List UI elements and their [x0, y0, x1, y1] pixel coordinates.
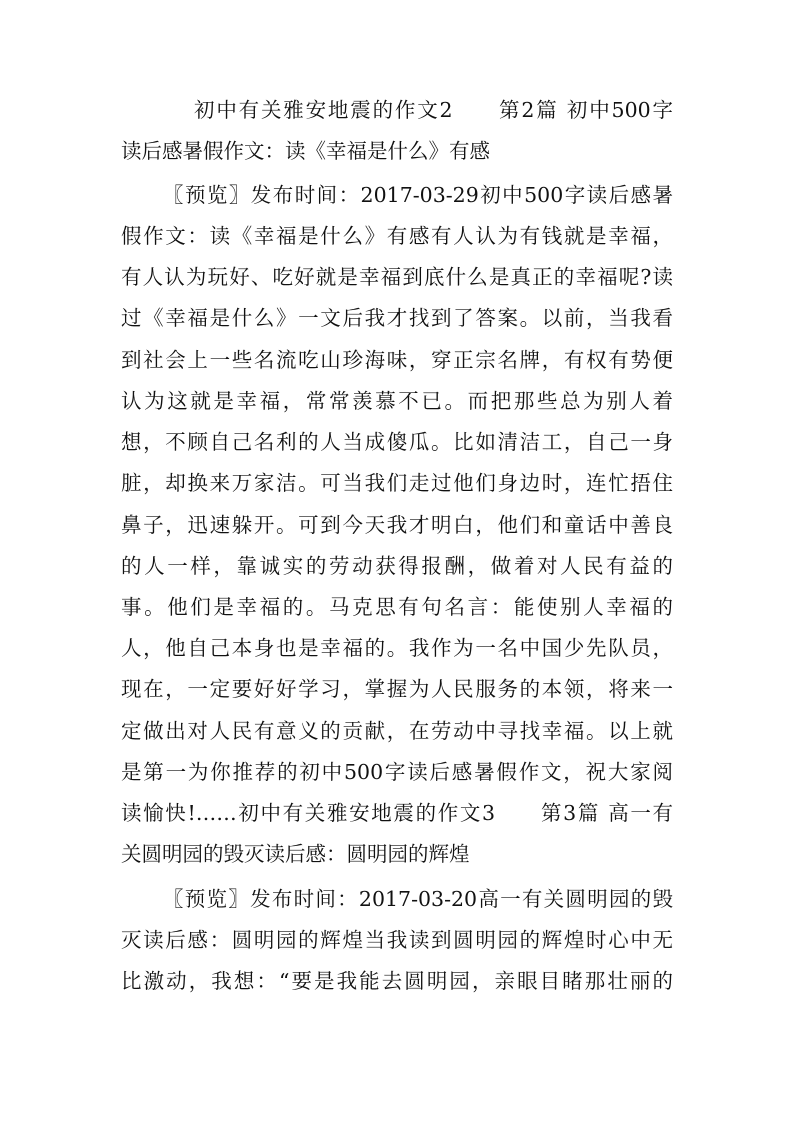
paragraph-line: 〖预览〗发布时间：2017-03-29初中500字读后感暑 — [163, 183, 673, 207]
paragraph-line: 关圆明园的毁灭读后感：圆明园的辉煌 — [121, 842, 470, 866]
paragraph-line: 灭读后感：圆明园的辉煌当我读到圆明园的辉煌时心中无 — [121, 928, 673, 952]
paragraph-line: 人，他自己本身也是幸福的。我作为一名中国少先队员， — [121, 636, 673, 660]
paragraph-line: 鼻子，迅速躲开。可到今天我才明白，他们和童话中善良 — [121, 513, 673, 537]
paragraph-line: 到社会上一些名流吃山珍海味，穿正宗名牌，有权有势便 — [121, 348, 673, 372]
article-heading-line-2: 读后感暑假作文：读《幸福是什么》有感 — [121, 139, 490, 163]
paragraph-line: 想，不顾自己名利的人当成傻瓜。比如清洁工，自己一身 — [121, 430, 673, 454]
paragraph-line: 过《幸福是什么》一文后我才找到了答案。以前，当我看 — [121, 306, 673, 330]
paragraph-line: 读愉快!……初中有关雅安地震的作文3 第3篇 高一有 — [121, 801, 673, 825]
paragraph-line: 脏，却换来万家洁。可当我们走过他们身边时，连忙捂住 — [121, 471, 673, 495]
paragraph-line: 的人一样，靠诚实的劳动获得报酬，做着对人民有益的 — [121, 554, 673, 578]
paragraph-line: 定做出对人民有意义的贡献，在劳动中寻找幸福。以上就 — [121, 719, 673, 743]
paragraph-line: 事。他们是幸福的。马克思有句名言：能使别人幸福的 — [121, 595, 673, 619]
paragraph-line: 比激动，我想：“要是我能去圆明园，亲眼目睹那壮丽的 — [121, 969, 673, 993]
paragraph-line: 认为这就是幸福，常常羡慕不已。而把那些总为别人着 — [121, 389, 673, 413]
paragraph-line: 有人认为玩好、吃好就是幸福到底什么是真正的幸福呢?读 — [121, 265, 673, 289]
paragraph-line: 是第一为你推荐的初中500字读后感暑假作文，祝大家阅 — [121, 760, 673, 784]
article-heading-line-1: 初中有关雅安地震的作文2 第2篇 初中500字 — [194, 98, 673, 122]
paragraph-line: 现在，一定要好好学习，掌握为人民服务的本领，将来一 — [121, 677, 673, 701]
paragraph-line: 〖预览〗发布时间：2017-03-20高一有关圆明园的毁 — [163, 887, 673, 911]
paragraph-line: 假作文：读《幸福是什么》有感有人认为有钱就是幸福， — [121, 224, 673, 248]
